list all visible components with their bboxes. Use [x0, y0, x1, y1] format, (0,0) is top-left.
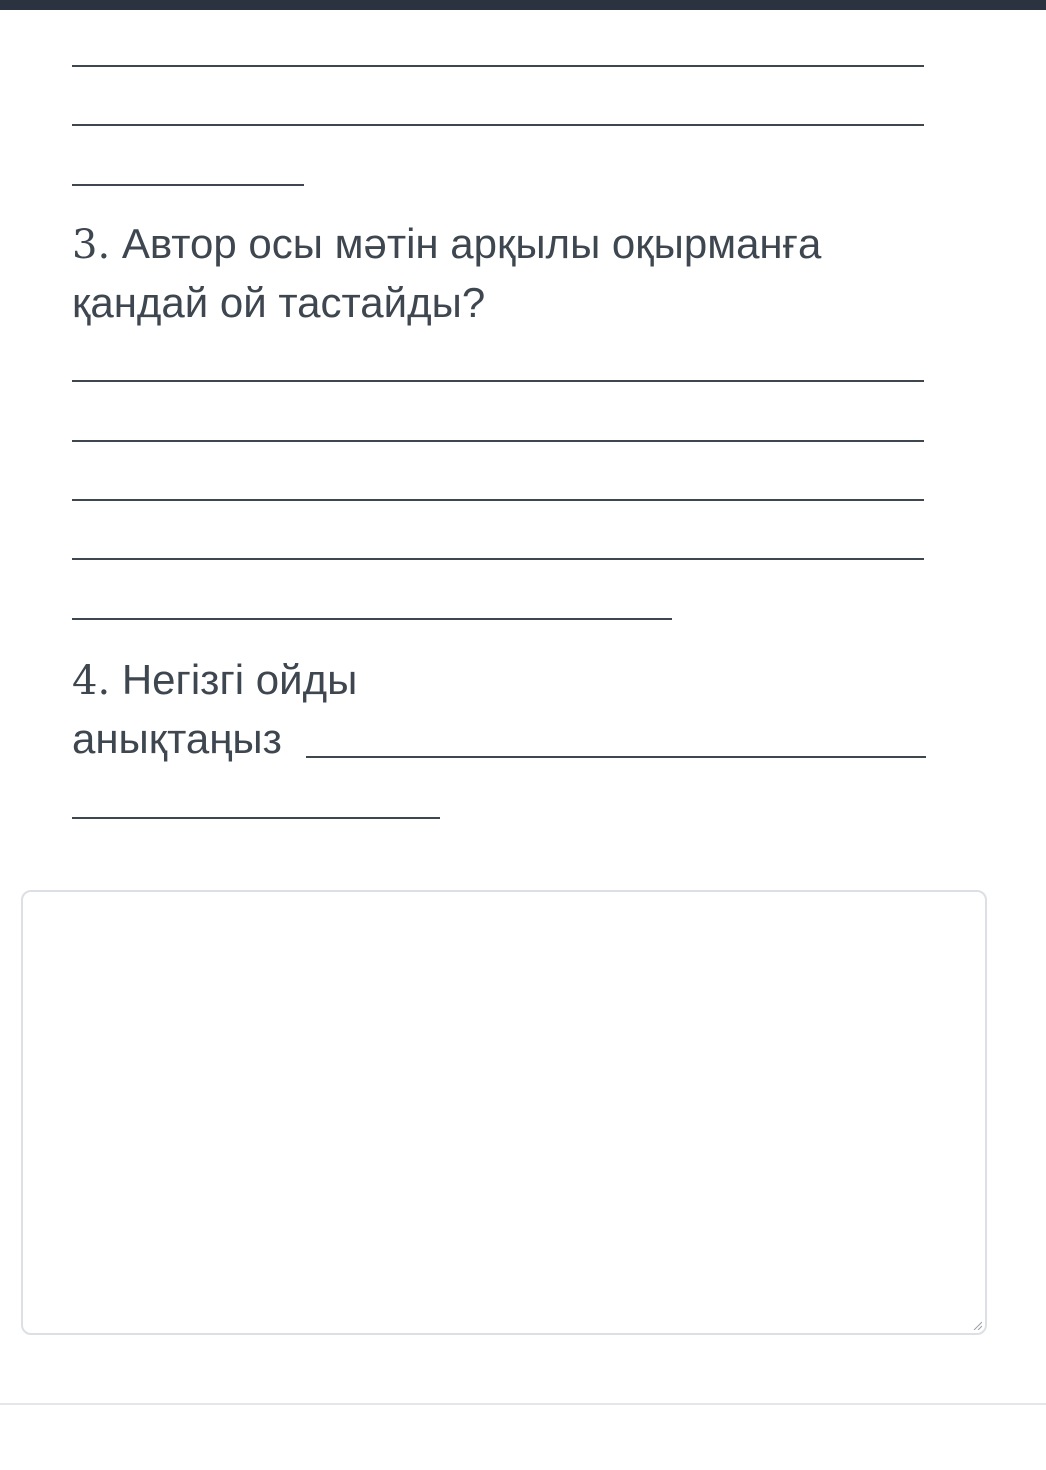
question-text: Автор осы мәтін арқылы оқырманға	[121, 220, 822, 267]
answer-textarea[interactable]	[21, 890, 987, 1335]
blank-line	[72, 184, 304, 186]
blank-line	[72, 618, 672, 620]
question-4-continued	[72, 710, 282, 768]
question-number: 3.	[72, 222, 111, 268]
question-text: қандай ой тастайды?	[72, 279, 486, 326]
blank-line	[72, 558, 924, 560]
question-number: 4.	[72, 658, 111, 704]
question-3	[72, 215, 821, 274]
blank-line	[72, 817, 440, 819]
resize-handle-icon[interactable]	[972, 1320, 982, 1330]
question-text: анықтаңыз	[72, 715, 282, 762]
blank-line	[72, 65, 924, 67]
blank-line	[306, 756, 926, 758]
blank-line	[72, 124, 924, 126]
blank-line	[72, 499, 924, 501]
divider	[0, 1403, 1046, 1405]
question-3-continued	[72, 274, 485, 332]
question-4	[72, 651, 357, 710]
question-text: Негізгі ойды	[121, 656, 358, 703]
blank-line	[72, 440, 924, 442]
blank-line	[72, 380, 924, 382]
top-bar	[0, 0, 1046, 10]
